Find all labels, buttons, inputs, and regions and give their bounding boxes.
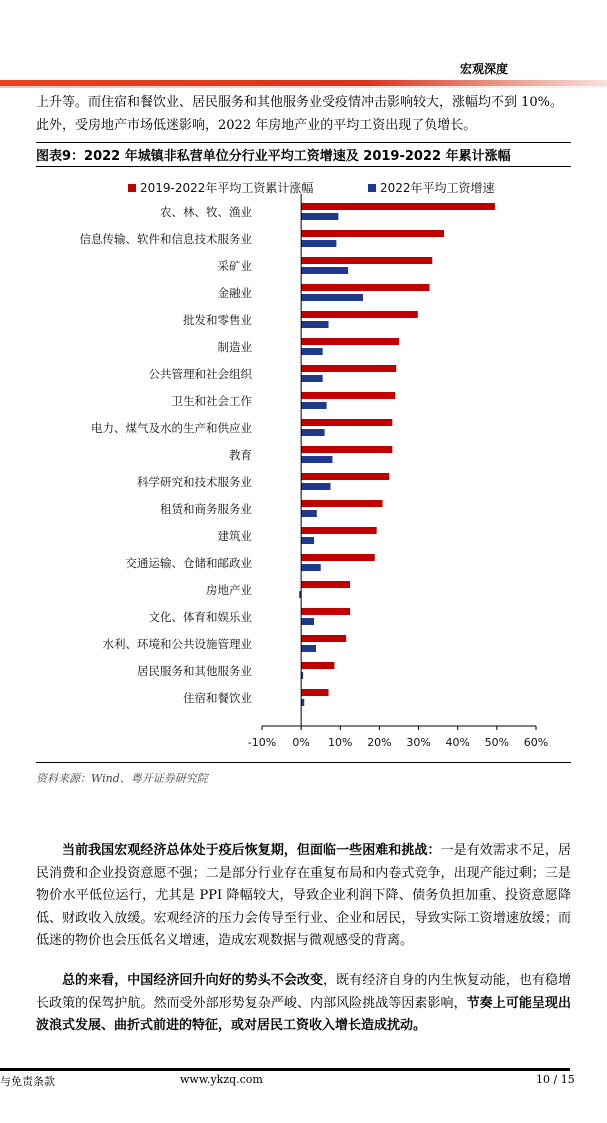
footer-website[interactable]: www.ykzq.com	[180, 1073, 263, 1086]
bar-cumulative-13	[301, 554, 375, 561]
category-label-16: 水利、环境和公共设施管理业	[102, 637, 252, 651]
bar-cumulative-1	[301, 230, 444, 237]
x-tick-label-3: 20%	[367, 736, 392, 749]
bar-cumulative-14	[301, 581, 350, 588]
x-tick-label-7: 60%	[523, 736, 549, 749]
bar-cumulative-3	[301, 284, 429, 291]
bar-cumulative-7	[301, 392, 395, 399]
bar-growth-8	[301, 429, 324, 436]
category-label-12: 建筑业	[217, 529, 252, 543]
bar-growth-4	[301, 321, 328, 328]
bar-growth-10	[301, 483, 330, 490]
chart-bars	[299, 203, 495, 706]
x-tick-label-2: 10%	[328, 736, 353, 749]
category-label-5: 制造业	[217, 340, 252, 354]
category-label-4: 批发和零售业	[183, 313, 252, 327]
figure-top-rule	[36, 142, 571, 143]
intro-line-1: 上升等。而住宿和餐饮业、居民服务和其他服务业受疫情冲击影响较大，涨幅均不到 10%。	[36, 95, 564, 110]
category-label-2: 采矿业	[217, 259, 252, 273]
body-paragraph-2	[36, 970, 571, 1038]
category-label-15: 文化、体育和娱乐业	[148, 610, 252, 624]
bar-cumulative-0	[301, 203, 495, 210]
category-label-7: 卫生和社会工作	[171, 394, 252, 408]
bar-growth-16	[301, 645, 316, 652]
bar-chart	[0, 168, 607, 760]
x-tick-label-4: 30%	[406, 736, 431, 749]
figure-source: 资料来源：Wind、粤开证券研究院	[36, 772, 208, 785]
figure-title: 图表9：2022 年城镇非私营单位分行业平均工资增速及 2019-2022 年累计涨幅	[36, 149, 511, 164]
bar-cumulative-6	[301, 365, 396, 372]
chart-category-labels	[80, 205, 253, 705]
bar-cumulative-15	[301, 608, 350, 615]
bar-growth-5	[301, 348, 323, 355]
category-label-18: 住宿和餐饮业	[183, 691, 252, 705]
bar-cumulative-17	[301, 662, 334, 669]
x-tick-label-6: 50%	[484, 736, 510, 749]
figure-bottom-rule	[36, 762, 571, 763]
legend-swatch-1	[368, 184, 376, 192]
category-label-9: 教育	[229, 448, 252, 462]
category-label-13: 交通运输、仓储和邮政业	[125, 556, 252, 570]
bar-cumulative-16	[301, 635, 346, 642]
p1-rest: 一是有效需求不足，居民消费和企业投资意愿不强；二是部分行业存在重复布局和内卷式竞争，出现产能过剩；三是物价水平低位运行，尤其是 PPI 降幅较大，导致企业利润下降、债务负担加重、投资意愿降低、财政收入放缓。宏观经济的压力会传导至行业、企业和居民，导致实际工资增速放缓；而低迷的物价也会压低名义增速，造成宏观数据与微观感受的背离。	[36, 843, 571, 948]
category-label-14: 房地产业	[206, 583, 252, 597]
category-label-10: 科学研究和技术服务业	[137, 475, 252, 489]
p1-bold: 当前我国宏观经济总体处于疫后恢复期，但面临一些困难和挑战：	[62, 843, 441, 858]
bar-growth-12	[301, 537, 314, 544]
bar-growth-15	[301, 618, 314, 625]
bar-cumulative-9	[301, 446, 392, 453]
category-label-3: 金融业	[217, 286, 252, 300]
bar-growth-3	[301, 294, 363, 301]
p2-mid: ，既有经济自身的内生恢复动能，也有稳增长政策的保驾护航。然而受外部形势复杂严峻、内部风险挑战等因素影响，	[36, 973, 571, 1011]
legend-swatch-0	[128, 184, 136, 192]
bar-cumulative-18	[301, 689, 328, 696]
intro-line-2: 此外，受房地产市场低迷影响，2022 年房地产业的平均工资出现了负增长。	[36, 117, 477, 133]
x-tick-label-0: -10%	[247, 736, 277, 749]
bar-growth-1	[301, 240, 336, 247]
body-paragraph-1	[36, 840, 571, 953]
x-tick-label-1: 0%	[292, 736, 310, 749]
footer-disclaimer: 与免责条款	[0, 1075, 55, 1088]
category-label-11: 租赁和商务服务业	[160, 502, 252, 516]
figure-title-rule	[36, 166, 571, 167]
bar-growth-13	[301, 564, 321, 571]
bar-cumulative-12	[301, 527, 377, 534]
legend-label-0: 2019-2022年平均工资累计涨幅	[140, 181, 314, 195]
bar-cumulative-11	[301, 500, 382, 507]
bar-growth-9	[301, 456, 332, 463]
chart-legend	[128, 180, 495, 195]
p2-bold-1: 总的来看，中国经济回升向好的势头不会改变	[62, 973, 324, 988]
bar-cumulative-2	[301, 257, 432, 264]
bar-cumulative-10	[301, 473, 389, 480]
intro-paragraph	[36, 92, 571, 137]
footer-page-number: 10 / 15	[536, 1073, 575, 1086]
footer-rule	[0, 1068, 570, 1071]
category-label-6: 公共管理和社会组织	[148, 367, 252, 381]
category-label-1: 信息传输、软件和信息技术服务业	[79, 232, 252, 246]
bar-cumulative-4	[301, 311, 418, 318]
header-gray-band	[0, 86, 607, 88]
x-tick-label-5: 40%	[445, 736, 470, 749]
bar-growth-7	[301, 402, 326, 409]
header-title: 宏观深度	[460, 62, 509, 76]
bar-cumulative-8	[301, 419, 392, 426]
p2-bold-2: 节奏上可能呈现出波浪式发展、曲折式前进的特征，或对居民工资收入增长造成扰动。	[36, 995, 571, 1033]
legend-label-1: 2022年平均工资增速	[380, 181, 495, 195]
bar-growth-0	[301, 213, 338, 220]
category-label-17: 居民服务和其他服务业	[137, 664, 252, 678]
category-label-8: 电力、煤气及水的生产和供应业	[91, 421, 252, 435]
bar-growth-11	[301, 510, 317, 517]
chart-x-axis	[248, 194, 548, 749]
bar-growth-2	[301, 267, 348, 274]
bar-cumulative-5	[301, 338, 399, 345]
category-label-0: 农、林、牧、渔业	[160, 205, 252, 219]
bar-growth-6	[301, 375, 323, 382]
